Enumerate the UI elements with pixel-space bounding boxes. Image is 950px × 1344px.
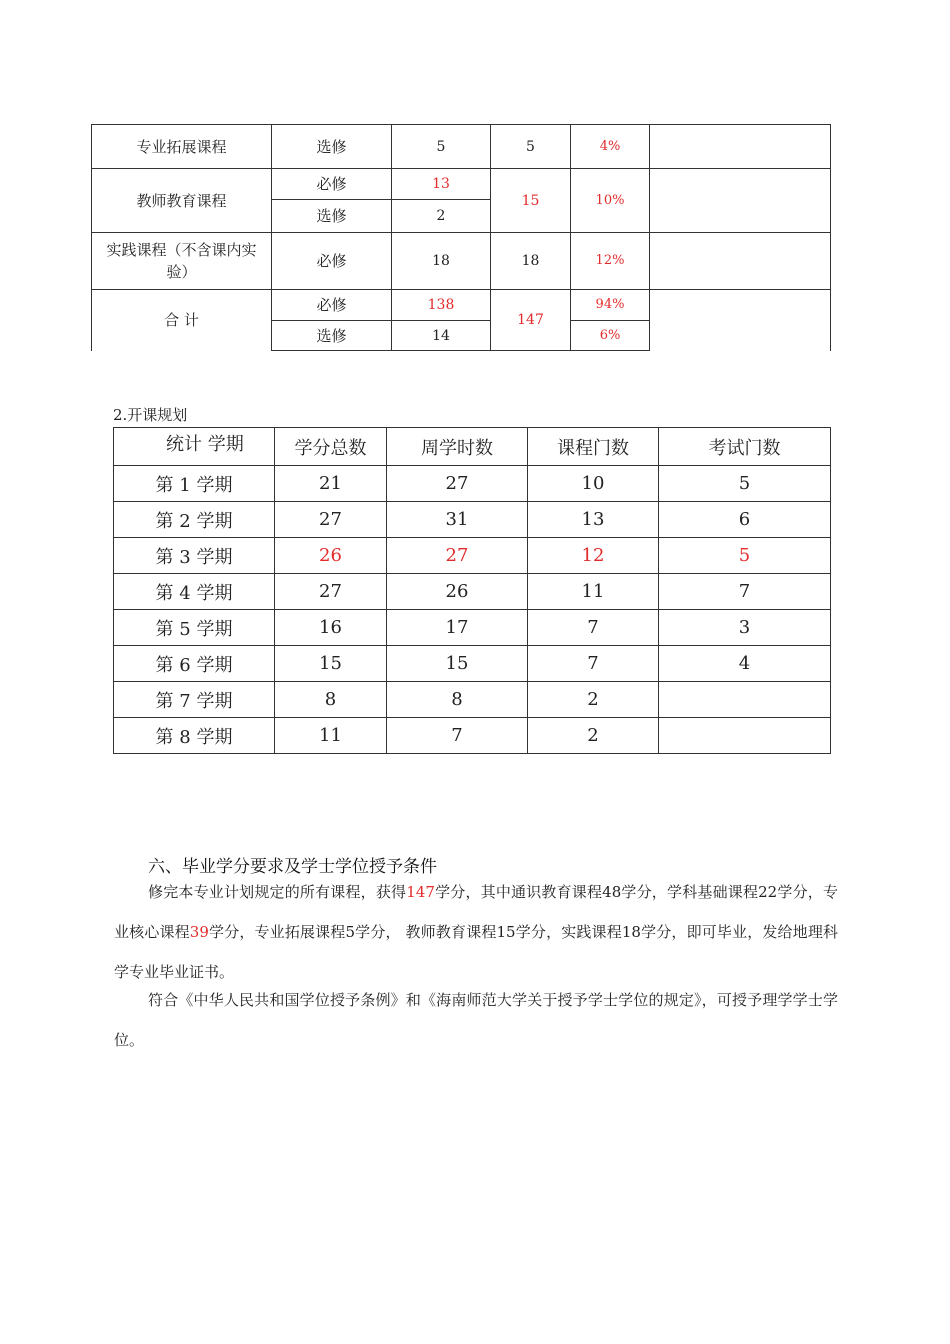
credits-cell: 2: [392, 200, 491, 233]
corner-header: 统计 学期: [114, 428, 275, 466]
note-cell: [650, 169, 831, 233]
exam-count-cell: 4: [659, 646, 831, 682]
exam-count-cell: 6: [659, 502, 831, 538]
total-credits-cell: 18: [491, 233, 571, 290]
paragraph-text: 学分，其中通识教育课程48学分，学科基础课程22学分，专业核心课程: [114, 883, 838, 941]
weekly-hours-cell: 31: [387, 502, 528, 538]
total-credits-cell: 15: [491, 169, 571, 233]
percent-cell: 6%: [571, 321, 650, 351]
course-count-cell: 2: [528, 682, 659, 718]
category-cell: 专业拓展课程: [92, 125, 272, 169]
credit-distribution-table: [91, 124, 831, 351]
course-count-cell: 7: [528, 610, 659, 646]
table-row: [92, 233, 831, 290]
semester-cell: 第 1 学期: [114, 466, 275, 502]
category-cell: 教师教育课程: [92, 169, 272, 233]
table-row: [114, 682, 831, 718]
weekly-hours-cell: 27: [387, 538, 528, 574]
degree-conditions-paragraph: 符合《中华人民共和国学位授予条例》和《海南师范大学关于授予学士学位的规定》，可授予理学学士学位。: [114, 991, 838, 1049]
table-row: [114, 646, 831, 682]
course-count-cell: 11: [528, 574, 659, 610]
table-header-row: [114, 428, 831, 466]
course-type-cell: 选修: [272, 321, 392, 351]
exam-count-cell: 7: [659, 574, 831, 610]
course-count-cell: 13: [528, 502, 659, 538]
course-count-cell: 7: [528, 646, 659, 682]
credits-cell: 5: [392, 125, 491, 169]
table-row: [92, 125, 831, 169]
note-cell: [650, 125, 831, 169]
credits-cell: 138: [392, 290, 491, 321]
category-cell: 实践课程（不含课内实验）: [92, 233, 272, 290]
exam-count-cell: 5: [659, 538, 831, 574]
credits-cell: 13: [392, 169, 491, 200]
section-heading: 2.开课规划: [113, 406, 188, 424]
weekly-hours-cell: 15: [387, 646, 528, 682]
table-row: [114, 538, 831, 574]
course-count-cell: 12: [528, 538, 659, 574]
paragraph-text: 修完本专业计划规定的所有课程，获得: [148, 883, 407, 901]
section-title: 六、毕业学分要求及学士学位授予条件: [148, 857, 437, 877]
column-header: 学分总数: [275, 428, 387, 466]
credits-cell: 26: [275, 538, 387, 574]
percent-cell: 10%: [571, 169, 650, 233]
table-row: [114, 466, 831, 502]
credits-cell: 27: [275, 502, 387, 538]
credits-cell: 18: [392, 233, 491, 290]
exam-count-cell: [659, 682, 831, 718]
note-cell: [650, 233, 831, 290]
credits-cell: 16: [275, 610, 387, 646]
percent-cell: 94%: [571, 290, 650, 321]
semester-cell: 第 5 学期: [114, 610, 275, 646]
semester-cell: 第 8 学期: [114, 718, 275, 754]
percent-cell: 4%: [571, 125, 650, 169]
paragraph-text: 学分，专业拓展课程5学分， 教师教育课程15学分，实践课程18学分，即可毕业，发给地理科学专业毕业证书。: [114, 923, 838, 981]
course-count-cell: 2: [528, 718, 659, 754]
course-type-cell: 选修: [272, 200, 392, 233]
credits-cell: 21: [275, 466, 387, 502]
weekly-hours-cell: 17: [387, 610, 528, 646]
table-row: [114, 610, 831, 646]
credits-cell: 27: [275, 574, 387, 610]
total-label-cell: 合 计: [92, 290, 272, 351]
exam-count-cell: 5: [659, 466, 831, 502]
credits-cell: 15: [275, 646, 387, 682]
course-type-cell: 必修: [272, 290, 392, 321]
credits-cell: 14: [392, 321, 491, 351]
course-count-cell: 10: [528, 466, 659, 502]
semester-cell: 第 6 学期: [114, 646, 275, 682]
exam-count-cell: 3: [659, 610, 831, 646]
table-row: [92, 169, 831, 200]
semester-cell: 第 3 学期: [114, 538, 275, 574]
course-schedule-table: [113, 427, 831, 754]
course-type-cell: 必修: [272, 169, 392, 200]
credits-cell: 8: [275, 682, 387, 718]
weekly-hours-cell: 26: [387, 574, 528, 610]
total-credits-cell: 5: [491, 125, 571, 169]
semester-cell: 第 4 学期: [114, 574, 275, 610]
percent-cell: 12%: [571, 233, 650, 290]
semester-cell: 第 2 学期: [114, 502, 275, 538]
core-credits-value: 39: [189, 923, 209, 941]
exam-count-cell: [659, 718, 831, 754]
credits-cell: 11: [275, 718, 387, 754]
semester-cell: 第 7 学期: [114, 682, 275, 718]
table-row: [114, 502, 831, 538]
course-type-cell: 必修: [272, 233, 392, 290]
total-credits-cell: 147: [491, 290, 571, 351]
course-type-cell: 选修: [272, 125, 392, 169]
column-header: 课程门数: [528, 428, 659, 466]
weekly-hours-cell: 27: [387, 466, 528, 502]
total-credits-value: 147: [406, 883, 435, 901]
table-row: [92, 290, 831, 321]
table-row: [114, 718, 831, 754]
column-header: 考试门数: [659, 428, 831, 466]
graduation-requirements-paragraph: [114, 872, 838, 992]
table-row: [114, 574, 831, 610]
column-header: 周学时数: [387, 428, 528, 466]
weekly-hours-cell: 7: [387, 718, 528, 754]
weekly-hours-cell: 8: [387, 682, 528, 718]
note-cell: [650, 290, 831, 351]
